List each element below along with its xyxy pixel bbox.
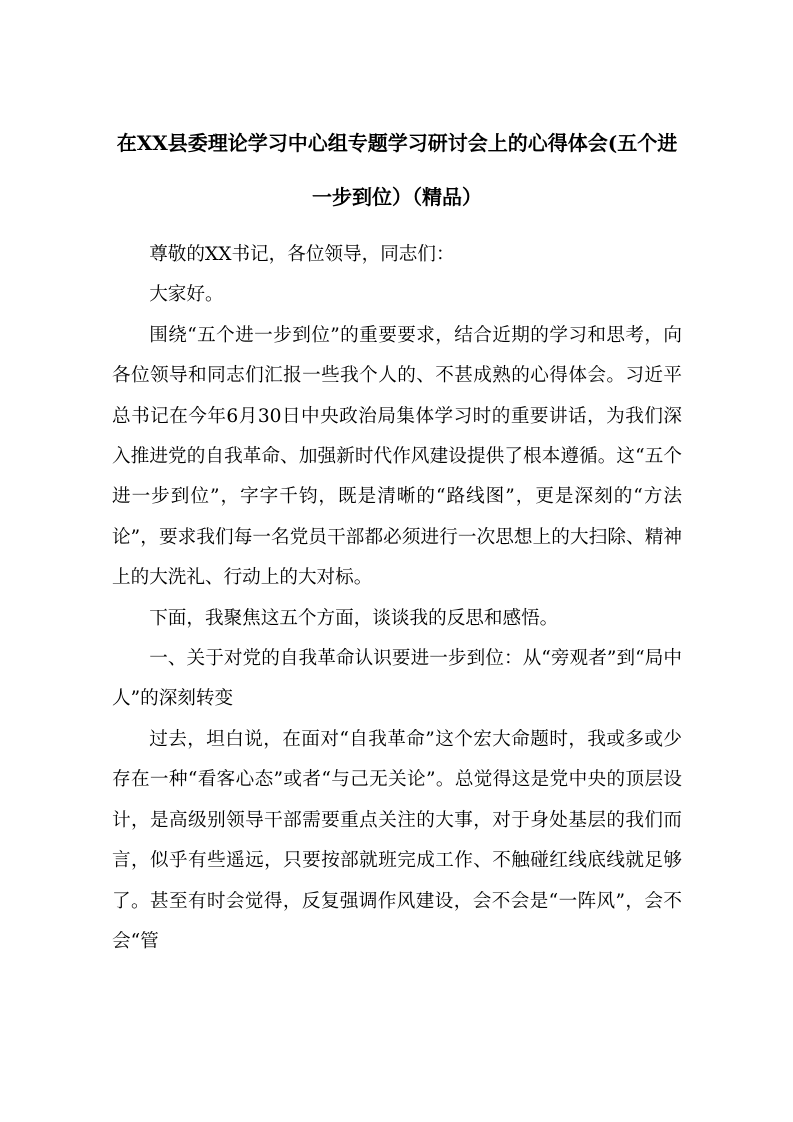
section-heading-1: 一、关于对党的自我革命认识要进一步到位：从“旁观者”到“局中人”的深刻转变 bbox=[112, 648, 682, 710]
paragraph-salutation: 尊敬的XX书记，各位领导，同志们： bbox=[149, 244, 455, 265]
document-body bbox=[112, 235, 682, 962]
paragraph-transition: 下面，我聚焦这五个方面，谈谈我的反思和感悟。 bbox=[149, 607, 559, 629]
paragraph-intro: 围绕“五个进一步到位”的重要要求，结合近期的学习和思考，向各位领导和同志们汇报一些我个人的、不甚成熟的心得体会。习近平总书记在今年6月30日中央政治局集体学习时的重要讲话，为我们深入推进党的自我革命、加强新时代作风建设提供了根本遵循。这“五个进一步到位”，字字千钧，既是清晰的“路线图”，更是深刻的“方法论”，要求我们每一名党员干部都必须进行一次思想上的大扫除、精神上的大洗礼、行动上的大对标。 bbox=[112, 324, 682, 589]
document-title: 在XX县委理论学习中心组专题学习研讨会上的心得体会(五个进一步到位）（精品） bbox=[116, 131, 678, 209]
paragraph-greeting: 大家好。 bbox=[149, 284, 224, 306]
paragraph-reflection: 过去，坦白说，在面对“自我革命”这个宏大命题时，我或多或少存在一种“看客心态”或者“与己无关论”。总觉得这是党中央的顶层设计，是高级别领导干部需要重点关注的大事，对于身处基层的我们而言，似乎有些遥远，只要按部就班完成工作、不触碰红线底线就足够了。甚至有时会觉得，反复强调作风建设，会不会是“一阵风”，会不会“管 bbox=[112, 728, 682, 952]
